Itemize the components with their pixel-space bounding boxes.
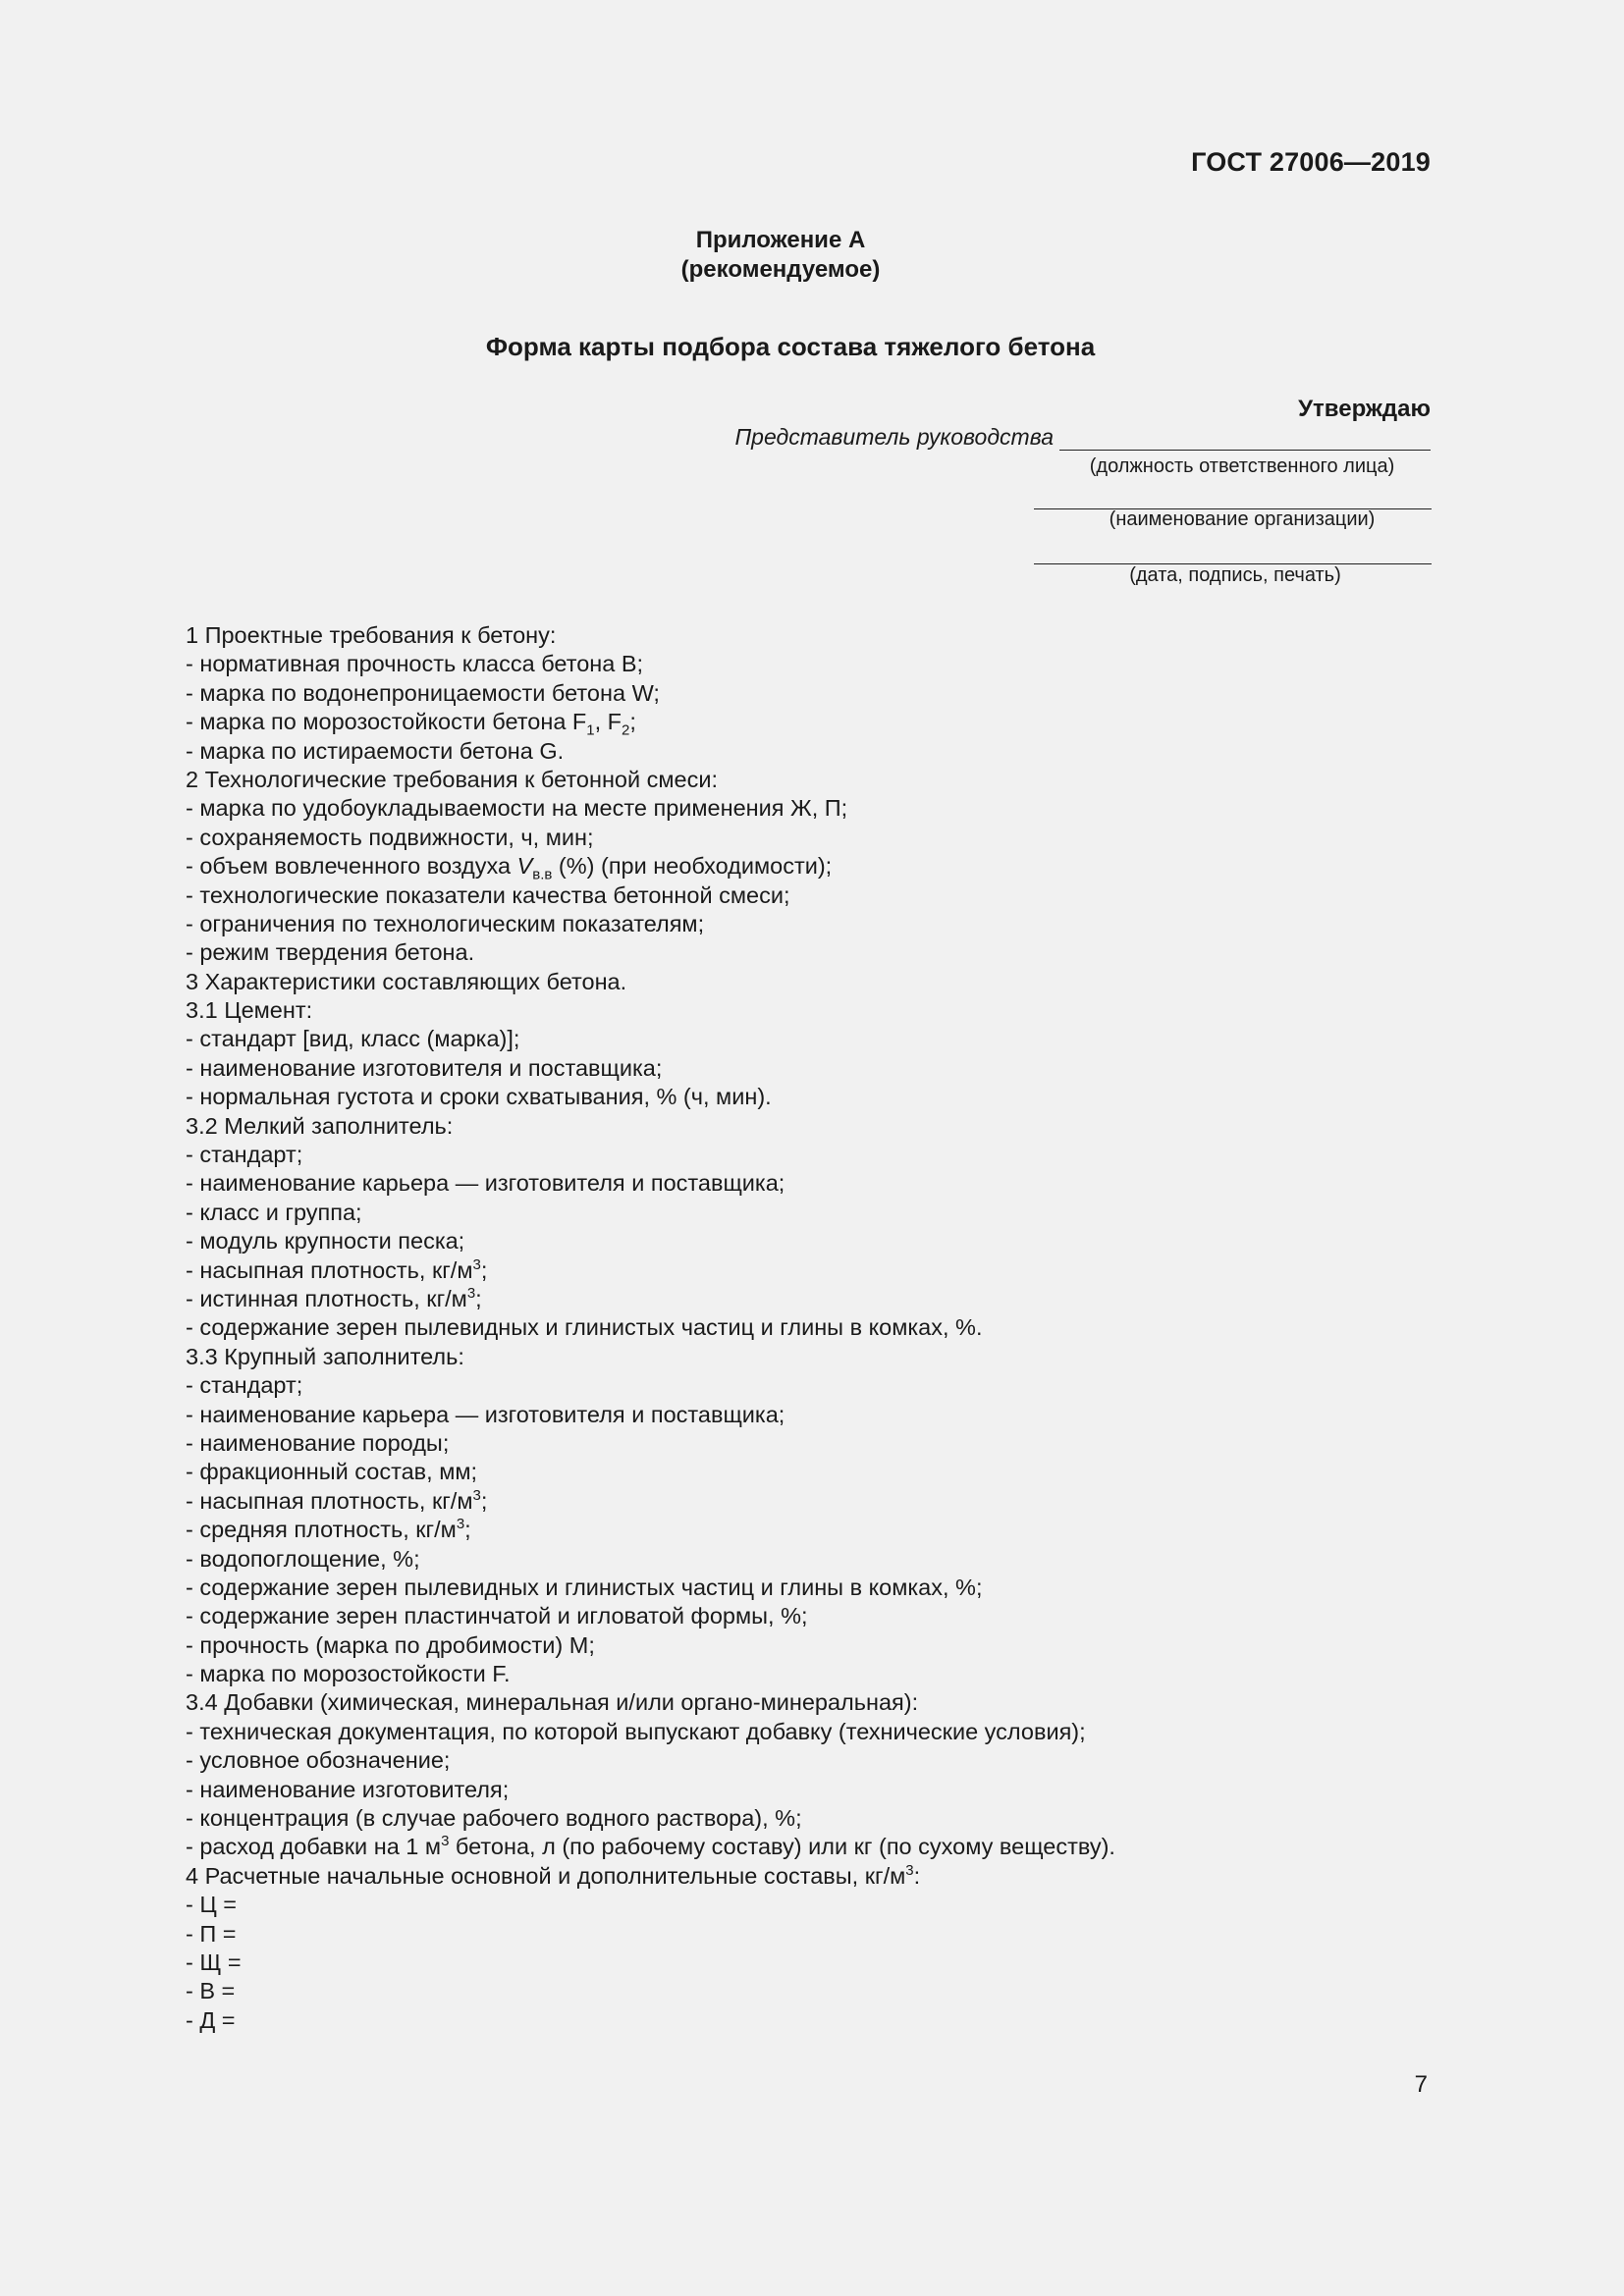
- list-item: - марка по морозостойкости бетона $F_1$, $F_2$;: [186, 709, 636, 739]
- list-item: - марка по истираемости бетона G.: [186, 737, 565, 764]
- organization-line: [1034, 483, 1432, 509]
- list-item: - наименование породы;: [186, 1429, 450, 1456]
- list-item: - наименование карьера — изготовителя и поставщика;: [186, 1170, 785, 1197]
- list-item: - технологические показатели качества бетонной смеси;: [186, 881, 790, 908]
- representative-label: Представитель руководства: [734, 424, 1054, 450]
- page-number: 7: [1414, 2071, 1428, 2098]
- mix-sand-field: - П =: [186, 1920, 237, 1947]
- form-body: [186, 621, 1115, 2035]
- list-item: - концентрация (в случае рабочего водного раствора), %;: [186, 1805, 802, 1832]
- list-item: - наименование изготовителя и поставщика;: [186, 1054, 663, 1081]
- list-item: - режим твердения бетона.: [186, 939, 475, 966]
- list-item: - насыпная плотность, $кг/м^3$;: [186, 1486, 488, 1514]
- form-title: Форма карты подбора состава тяжелого бетона: [485, 332, 1096, 361]
- mix-gravel-field: - Щ =: [186, 1949, 242, 1975]
- list-item: - объем вовлеченного воздуха $V_{в.в}$ (%) (при необходимости);: [186, 853, 833, 883]
- list-item: - условное обозначение;: [186, 1747, 451, 1774]
- section-heading: 3 Характеристики составляющих бетона.: [186, 968, 627, 994]
- list-item: - фракционный состав, мм;: [186, 1459, 478, 1485]
- date-caption: (дата, подпись, печать): [1129, 564, 1341, 586]
- list-item: - марка по морозостойкости F.: [186, 1661, 511, 1687]
- subsection-heading: 3.4 Добавки (химическая, минеральная и/или органо-минеральная):: [186, 1689, 919, 1716]
- subsection-heading: 3.3 Крупный заполнитель:: [186, 1343, 464, 1369]
- list-item: - сохраняемость подвижности, ч, мин;: [186, 824, 594, 850]
- position-caption: (должность ответственного лица): [1089, 455, 1395, 477]
- list-item: - класс и группа;: [186, 1199, 362, 1225]
- list-item: - ограничения по технологическим показателям;: [186, 910, 705, 936]
- list-item: - наименование карьера — изготовителя и поставщика;: [186, 1401, 785, 1427]
- list-item: - стандарт;: [186, 1142, 303, 1168]
- list-item: - насыпная плотность, $кг/м^3$;: [186, 1255, 488, 1283]
- subsection-heading: 3.1 Цемент:: [186, 997, 313, 1024]
- position-signature-line: [1059, 424, 1431, 451]
- list-item: - прочность (марка по дробимости) М;: [186, 1631, 595, 1658]
- list-item: - расход добавки на 1 $м^3$ бетона, л (по рабочему составу) или кг (по сухому веществу).: [186, 1833, 1115, 1860]
- mix-cement-field: - Ц =: [186, 1892, 237, 1918]
- annex-subtitle: (рекомендуемое): [680, 256, 881, 283]
- approval-label: Утверждаю: [1298, 396, 1431, 422]
- document-code: ГОСТ 27006—2019: [1191, 147, 1431, 177]
- organization-caption: (наименование организации): [1109, 508, 1376, 530]
- list-item: - истинная плотность, $кг/м^3$;: [186, 1285, 482, 1311]
- annex-title: Приложение А: [695, 227, 866, 253]
- list-item: - нормативная прочность класса бетона В;: [186, 651, 644, 677]
- section-heading: 2 Технологические требования к бетонной смеси:: [186, 766, 719, 792]
- subsection-heading: 3.2 Мелкий заполнитель:: [186, 1112, 454, 1139]
- list-item: - содержание зерен пылевидных и глинистых частиц и глины в комках, %;: [186, 1574, 983, 1600]
- representative-row: [735, 424, 1431, 451]
- list-item: - содержание зерен пластинчатой и игловатой формы, %;: [186, 1603, 808, 1629]
- list-item: - нормальная густота и сроки схватывания, % (ч, мин).: [186, 1084, 772, 1110]
- date-signature-line: [1034, 538, 1432, 564]
- list-item: - марка по удобоукладываемости на месте применения Ж, П;: [186, 795, 848, 822]
- mix-water-field: - В =: [186, 1978, 236, 2004]
- list-item: - содержание зерен пылевидных и глинистых частиц и глины в комках, %.: [186, 1314, 983, 1341]
- annex-heading: [0, 226, 1561, 285]
- list-item: - марка по водонепроницаемости бетона W;: [186, 679, 660, 706]
- section-heading: 4 Расчетные начальные основной и дополнительные составы, $кг/м^3$:: [186, 1861, 921, 1889]
- list-item: - стандарт [вид, класс (марка)];: [186, 1026, 520, 1052]
- list-item: - техническая документация, по которой выпускают добавку (технические условия);: [186, 1718, 1086, 1744]
- list-item: - средняя плотность, $кг/м^3$;: [186, 1516, 471, 1543]
- list-item: - водопоглощение, %;: [186, 1545, 420, 1572]
- section-heading: 1 Проектные требования к бетону:: [186, 622, 557, 648]
- list-item: - стандарт;: [186, 1372, 303, 1399]
- mix-additive-field: - Д =: [186, 2006, 236, 2033]
- list-item: - модуль крупности песка;: [186, 1228, 465, 1255]
- list-item: - наименование изготовителя;: [186, 1776, 510, 1802]
